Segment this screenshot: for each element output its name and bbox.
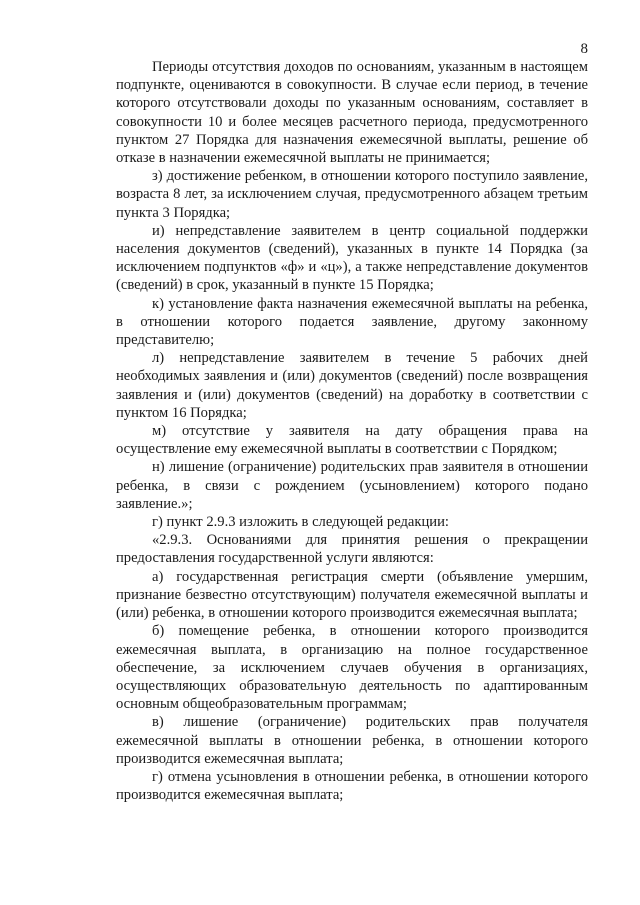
paragraph-section-2-9-3: «2.9.3. Основаниями для принятия решения о прекращении предоставления государственной услуги являются: (116, 532, 588, 567)
document-body (116, 58, 588, 804)
paragraph-item-v: в) лишение (ограничение) родительских прав получателя ежемесячной выплаты в отношении ребенка, в отношении которого производится ежемесячная выплата; (116, 714, 588, 767)
paragraph-item-b: б) помещение ребенка, в отношении которого производится ежемесячная выплата, в организацию на полное государственное обеспечение, за исключением случаев обучения в организациях, осуществляющих образовательную деятельность по адаптированным основным общеобразовательным программам; (116, 623, 588, 713)
paragraph-item-g: г) отмена усыновления в отношении ребенка, в отношении которого производится ежемесячная выплата; (116, 768, 588, 804)
paragraph-item-n: н) лишение (ограничение) родительских прав заявителя в отношении ребенка, в связи с рождением (усыновлением) которого подано заявление.»; (116, 459, 588, 512)
paragraph-item-i: и) непредставление заявителем в центр социальной поддержки населения документов (сведений), указанных в пункте 14 Порядка (за исключением подпунктов «ф» и «ц»), а также непредставление документов (сведений) в срок, указанный в пункте 15 Порядка; (116, 222, 588, 294)
paragraph-item-m: м) отсутствие у заявителя на дату обращения права на осуществление ему ежемесячной выплаты в соответствии с Порядком; (116, 423, 588, 458)
paragraph-item-k: к) установление факта назначения ежемесячной выплаты на ребенка, в отношении которого подается заявление, другому законному представителю; (116, 295, 588, 349)
paragraph-item-a: а) государственная регистрация смерти (объявление умершим, признание безвестно отсутствующим) получателя ежемесячной выплаты и (или) ребенка, в отношении которого производится ежемесячная выплата; (116, 568, 588, 622)
paragraph-item-z: з) достижение ребенком, в отношении которого поступило заявление, возраста 8 лет, за исключением случая, предусмотренного абзацем третьим пункта 3 Порядка; (116, 168, 588, 221)
paragraph-item-l: л) непредставление заявителем в течение 5 рабочих дней необходимых заявления и (или) документов (сведений) после возвращения заявления и (или) документов (сведений) на доработку в соответствии с пунктом 16 Порядка; (116, 350, 588, 421)
page-number: 8 (580, 41, 588, 57)
paragraph-income-absence: Периоды отсутствия доходов по основаниям, указанным в настоящем подпункте, оцениваются в совокупности. В случае если период, в течение которого отсутствовали доходы по указанным основаниям, составляет в совокупности 10 и более месяцев расчетного периода, предусмотренного пунктом 27 Порядка для назначения ежемесячной выплаты, решение об отказе в назначении ежемесячной выплаты не принимается; (116, 59, 588, 167)
paragraph-item-g-clause: г) пункт 2.9.3 изложить в следующей редакции: (152, 514, 449, 531)
